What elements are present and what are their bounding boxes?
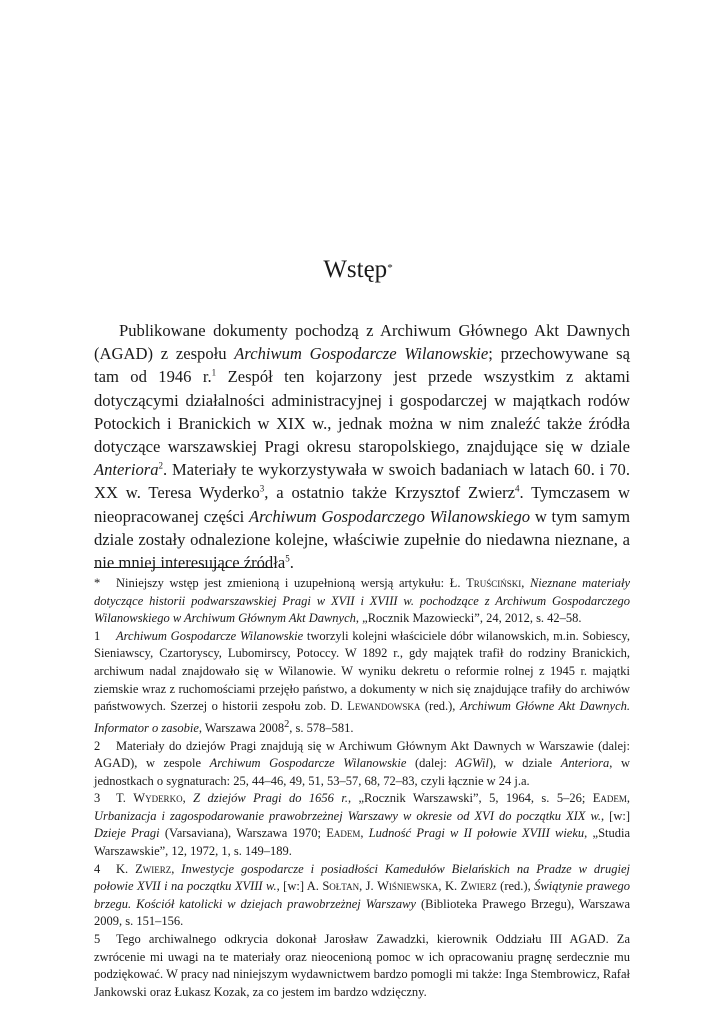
citation-title: Urbanizacja i zagospodarowanie prawobrzeżnej Warszawy w okresie od XVI do początku XIX w. <box>94 808 602 823</box>
footnote-marker: 5 <box>94 932 101 947</box>
body-text: ; przechowywane są tam od 1946 r. <box>94 344 630 387</box>
footnote-5 <box>94 931 630 1001</box>
citation-title: Anteriora <box>560 756 610 771</box>
citation-title: Archiwum Gospodarcze Wilanowskie <box>116 628 304 643</box>
body-text: . Materiały te wykorzystywała w swoich badaniach w latach 60. i 70. XX w. Teresa Wyderko <box>94 460 630 503</box>
body-text: , a ostatnio także Krzysztof Zwierz <box>264 483 515 503</box>
citation-title: Dzieje Pragi <box>94 826 160 841</box>
footnote-marker: * <box>94 576 101 590</box>
footnotes <box>94 575 630 1001</box>
footnote-marker: 4 <box>94 861 101 876</box>
footnote-text: , w jednostkach o sygnaturach: 25, 44–46, 49, 51, 53–57, 68, 72–83, czyli łącznie w 24 j.a. <box>94 756 631 788</box>
footnote-2 <box>94 738 630 791</box>
footnote-text: (red.), <box>496 879 535 894</box>
citation-title: AGWil <box>455 756 489 771</box>
footnote-1 <box>94 628 630 738</box>
footnote-text: , J. <box>359 879 378 894</box>
author-name: Wyderko <box>133 791 183 806</box>
footnote-text: , <box>626 791 630 806</box>
footnote-text: , „Rocznik Mazowiecki”, 24, 2012, s. 42–58. <box>355 611 582 626</box>
footnote-text: , Warszawa 2008 <box>198 720 285 735</box>
footnote-text: , [w:] <box>601 808 630 823</box>
footnote-text: (Biblioteka Prawego Brzegu), Warszawa 2009, s. 151–156. <box>94 896 630 929</box>
edition-superscript: 2 <box>284 718 290 730</box>
author-name: Wiśniewska <box>377 879 439 894</box>
citation-title: Archiwum Gospodarcze Wilanowskie <box>209 756 407 771</box>
author-name: Eadem <box>592 791 627 806</box>
footnote-text: , K. <box>438 879 461 894</box>
citation-title: Ludność Pragi w II połowie XVIII wieku <box>368 826 585 841</box>
body-text: Zespół ten kojarzony jest przede wszystkim z aktami dotyczącymi działalności administracyjnej i gospodarczej w majątkach rodów Potockich i Branickich w XIX w., jednak można w nim znaleźć także źródła dotyczące warszawskiej Pragi okresu staropolskiego, znajdujące się w dziale <box>94 367 630 457</box>
page-title-text: Wstęp <box>323 256 388 283</box>
footnote-text: (Varsaviana), Warszawa 1970; <box>159 826 327 841</box>
footnote-text: , s. 578–581. <box>289 720 354 735</box>
footnote-ref: 1 <box>211 367 217 378</box>
footnote-text: K. <box>116 861 136 876</box>
footnote-text: (red.), <box>420 699 460 714</box>
author-name: Lewandowska <box>347 699 421 714</box>
author-name: Zwierz <box>460 879 497 894</box>
footnote-text: tworzyli kolejni właściciele dóbr wilanowskich, m.in. Sobiescy, Sieniawscy, Czartoryscy, Lubomirscy, Potoccy. W 1892 r., gdy majątek trafił do rodziny Branickich, archiwum nadal znajdowało się w Wilanowie. W wyniku dekretu o reformie rolnej z 1945 r. majątki ziemskie wraz z ruchomościami przejęło państwo, a dokumenty w nich się znajdujące trafiły do archiwów państwowych. Szerzej o historii zespołu zob. D. <box>94 628 630 714</box>
footnote-text: T. <box>116 791 134 806</box>
footnote-text: ), w dziale <box>488 756 561 771</box>
citation-title: Świątynie prawego brzegu. Kościół katolicki w dziejach prawobrzeżnej Warszawy <box>94 879 630 911</box>
footnote-4 <box>94 861 630 931</box>
author-name: Sołtan <box>322 879 360 894</box>
footnote-star <box>94 575 630 628</box>
body-italic: Anteriora <box>94 460 159 480</box>
page-title <box>0 255 716 285</box>
footnote-ref: 3 <box>259 483 265 494</box>
footnote-text: Tego archiwalnego odkrycia dokonał Jarosław Zawadzki, kierownik Oddziału III AGAD. Za zwrócenie mi uwagi na te materiały oraz nieocenioną pomoc w ich opracowaniu pragnę serdecznie mu podziękować. W pracy nad niniejszym wydawnictwem bardzo pomogli mi także: Inga Stembrowicz, Rafał Jankowski oraz Łukasz Kozak, za co jestem im bardzo wdzięczny. <box>94 932 630 999</box>
footnote-text: (dalej: <box>406 756 456 771</box>
footnote-3 <box>94 790 630 860</box>
main-text <box>94 319 630 574</box>
footnote-separator <box>94 567 273 568</box>
body-paragraph <box>94 319 630 574</box>
author-name: Zwierz <box>135 861 172 876</box>
footnote-ref: 4 <box>514 483 520 494</box>
footnote-text: Materiały do dziejów Pragi znajdują się w Archiwum Głównym Akt Dawnych w Warszawie (dalej: AGAD), w zespole <box>94 738 630 771</box>
footnote-text: , <box>171 861 182 876</box>
footnote-text: , <box>360 826 369 841</box>
body-italic: Archiwum Gospodarczego Wilanowskiego <box>249 506 531 526</box>
footnote-marker: 2 <box>94 738 101 753</box>
footnote-ref: 2 <box>158 460 164 471</box>
citation-title: Archiwum Główne Akt Dawnych. Informator o zasobie <box>94 699 630 735</box>
footnote-text: , „Studia Warszawskie”, 12, 1972, 1, s. 149–189. <box>94 826 631 859</box>
citation-title: Nieznane materiały dotyczące historii podwarszawskiej Pragi w XVII i XVIII w. pochodzące z Archiwum Gospodarczego Wilanowskiego w Archiwum Głównym Akt Dawnych <box>94 576 630 626</box>
body-text: w tym samym dziale zostały odnalezione kolejne, właściwie zupełnie do niedawna nieznane, a nie mniej interesujące źródła <box>94 506 630 573</box>
body-text: . Tymczasem w nieopracowanej części <box>94 483 630 526</box>
footnote-text: , <box>521 576 530 590</box>
citation-title: Inwestycje gospodarcze i posiadłości Kamedułów Bielańskich na Pradze w drugiej połowie XVII i na początku XVIII w. <box>94 861 631 894</box>
footnote-text: , „Rocznik Warszawski”, 5, 1964, s. 5–26; <box>347 791 593 806</box>
body-text: Publikowane dokumenty pochodzą z Archiwum Głównego Akt Dawnych (AGAD) z zespołu <box>94 321 630 364</box>
author-name: Eadem <box>326 826 361 841</box>
footnote-ref: 5 <box>285 553 290 564</box>
footnote-marker: 3 <box>94 791 101 806</box>
footnote-text: Niniejszy wstęp jest zmienioną i uzupełnioną wersją artykułu: Ł. <box>116 576 467 590</box>
body-text: . <box>289 553 294 573</box>
author-name: Truściński <box>466 576 522 590</box>
footnote-text: , [w:] A. <box>276 879 323 894</box>
body-italic: Archiwum Gospodarcze Wilanowskie <box>234 344 489 364</box>
footnote-marker: 1 <box>94 628 101 643</box>
title-footnote-marker: * <box>387 262 393 274</box>
citation-title: Z dziejów Pragi do 1656 r. <box>193 791 348 806</box>
footnote-text: , <box>182 791 194 806</box>
